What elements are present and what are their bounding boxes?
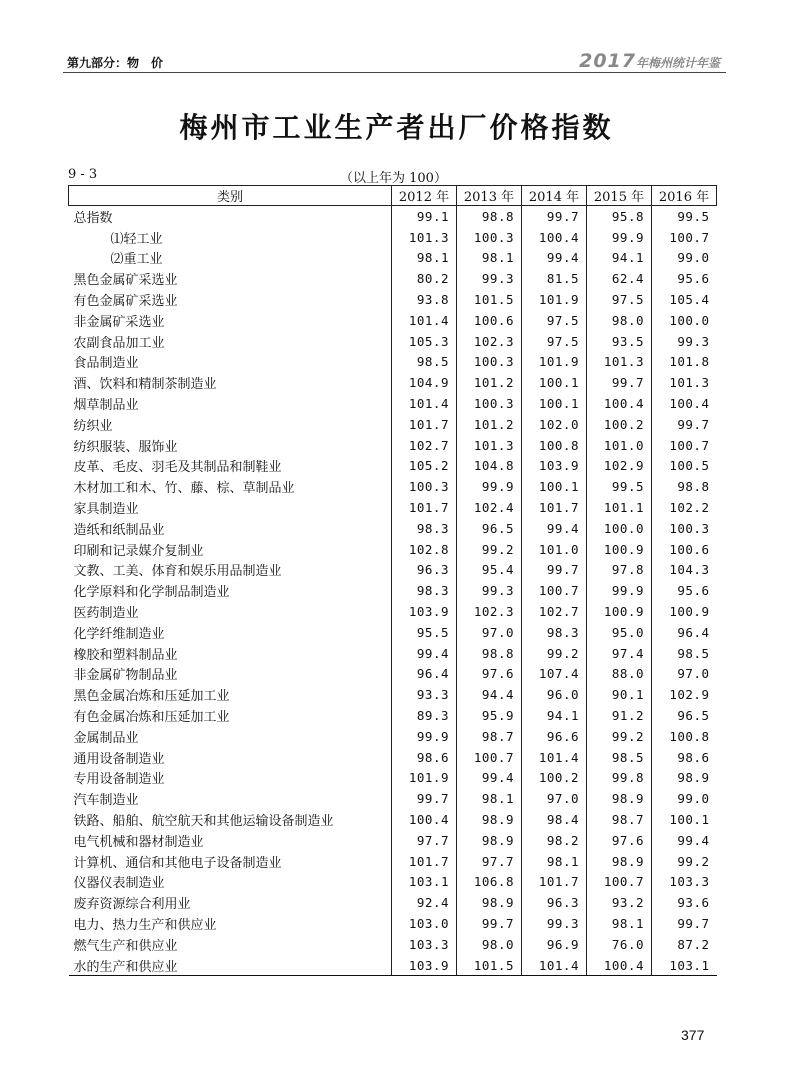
value-cell: 100.3 <box>457 393 522 414</box>
table-row <box>69 227 717 248</box>
value-cell: 101.4 <box>392 393 457 414</box>
value-cell: 101.4 <box>522 955 587 976</box>
value-cell: 96.5 <box>652 705 717 726</box>
category-cell: 黑色金属矿采选业 <box>73 273 178 289</box>
value-cell: 99.7 <box>457 913 522 934</box>
value-cell: 103.3 <box>392 934 457 955</box>
value-cell: 101.7 <box>522 872 587 893</box>
table-row <box>69 768 717 789</box>
column-header: 类别 <box>69 186 392 206</box>
value-cell: 102.3 <box>457 601 522 622</box>
category-cell: 纺织服装、服饰业 <box>73 439 178 455</box>
table-row <box>69 497 717 518</box>
value-cell: 100.1 <box>522 372 587 393</box>
value-cell: 100.7 <box>587 872 652 893</box>
value-cell: 96.4 <box>392 664 457 685</box>
value-cell: 99.4 <box>392 643 457 664</box>
category-cell: 造纸和纸制品业 <box>73 522 165 538</box>
value-cell: 101.3 <box>652 372 717 393</box>
value-cell: 96.4 <box>652 622 717 643</box>
value-cell: 101.7 <box>392 497 457 518</box>
value-cell: 99.2 <box>587 726 652 747</box>
value-cell: 100.4 <box>587 955 652 976</box>
value-cell: 102.8 <box>392 539 457 560</box>
category-cell: 皮革、毛皮、羽毛及其制品和制鞋业 <box>73 460 282 476</box>
category-cell: 医药制造业 <box>73 606 139 622</box>
value-cell: 99.9 <box>587 227 652 248</box>
table-row <box>69 580 717 601</box>
value-cell: 99.3 <box>652 331 717 352</box>
value-cell: 97.6 <box>587 830 652 851</box>
value-cell: 101.0 <box>522 539 587 560</box>
value-cell: 103.9 <box>392 955 457 976</box>
value-cell: 97.5 <box>522 331 587 352</box>
value-cell: 101.2 <box>457 372 522 393</box>
table-row <box>69 934 717 955</box>
value-cell: 105.3 <box>392 331 457 352</box>
category-cell: 电气机械和器材制造业 <box>73 834 204 850</box>
value-cell: 99.0 <box>652 248 717 269</box>
value-cell: 98.5 <box>652 643 717 664</box>
value-cell: 100.6 <box>457 310 522 331</box>
value-cell: 81.5 <box>522 268 587 289</box>
table-row <box>69 622 717 643</box>
category-cell: 通用设备制造业 <box>73 751 165 767</box>
category-cell: 金属制品业 <box>73 730 139 746</box>
value-cell: 97.7 <box>392 830 457 851</box>
value-cell: 98.9 <box>457 809 522 830</box>
value-cell: 95.8 <box>587 206 652 227</box>
column-header: 2015 年 <box>587 186 652 206</box>
table-row <box>69 664 717 685</box>
value-cell: 101.7 <box>522 497 587 518</box>
value-cell: 102.7 <box>392 435 457 456</box>
category-cell: 计算机、通信和其他电子设备制造业 <box>73 855 282 871</box>
value-cell: 98.9 <box>652 768 717 789</box>
value-cell: 98.8 <box>457 206 522 227</box>
table-row <box>69 643 717 664</box>
value-cell: 107.4 <box>522 664 587 685</box>
value-cell: 93.8 <box>392 289 457 310</box>
value-cell: 94.4 <box>457 684 522 705</box>
value-cell: 98.6 <box>392 747 457 768</box>
value-cell: 98.8 <box>652 476 717 497</box>
value-cell: 96.3 <box>522 892 587 913</box>
value-cell: 99.4 <box>522 248 587 269</box>
value-cell: 98.1 <box>457 788 522 809</box>
value-cell: 98.4 <box>522 809 587 830</box>
table-row <box>69 788 717 809</box>
value-cell: 100.0 <box>587 518 652 539</box>
value-cell: 95.0 <box>587 622 652 643</box>
column-header: 2014 年 <box>522 186 587 206</box>
value-cell: 99.7 <box>587 372 652 393</box>
price-index-table <box>68 185 717 976</box>
value-cell: 100.4 <box>392 809 457 830</box>
table-row <box>69 393 717 414</box>
category-cell: 农副食品加工业 <box>73 335 165 351</box>
value-cell: 97.5 <box>522 310 587 331</box>
value-cell: 99.9 <box>587 580 652 601</box>
value-cell: 102.0 <box>522 414 587 435</box>
value-cell: 98.5 <box>392 352 457 373</box>
value-cell: 99.7 <box>392 788 457 809</box>
value-cell: 88.0 <box>587 664 652 685</box>
table-row <box>69 248 717 269</box>
value-cell: 97.0 <box>457 622 522 643</box>
value-cell: 101.3 <box>392 227 457 248</box>
category-cell: 水的生产和供应业 <box>69 955 392 976</box>
value-cell: 97.0 <box>522 788 587 809</box>
value-cell: 100.3 <box>457 227 522 248</box>
yearbook-title: 年梅州统计年鉴 <box>635 56 720 70</box>
value-cell: 99.4 <box>457 768 522 789</box>
category-cell: 非金属矿物制品业 <box>73 668 178 684</box>
category-cell: 废弃资源综合利用业 <box>73 897 191 913</box>
value-cell: 103.9 <box>392 601 457 622</box>
value-cell: 93.2 <box>587 892 652 913</box>
value-cell: 96.6 <box>522 726 587 747</box>
value-cell: 98.6 <box>652 747 717 768</box>
value-cell: 100.2 <box>587 414 652 435</box>
value-cell: 99.3 <box>522 913 587 934</box>
table-body <box>69 206 717 976</box>
header-divider <box>63 72 726 73</box>
value-cell: 99.3 <box>457 580 522 601</box>
table-header-row <box>69 186 717 206</box>
value-cell: 103.0 <box>392 913 457 934</box>
value-cell: 101.5 <box>457 289 522 310</box>
value-cell: 101.5 <box>457 955 522 976</box>
category-cell: 食品制造业 <box>73 356 139 372</box>
column-header: 2013 年 <box>457 186 522 206</box>
value-cell: 100.6 <box>652 539 717 560</box>
value-cell: 94.1 <box>522 705 587 726</box>
value-cell: 98.8 <box>457 643 522 664</box>
value-cell: 98.9 <box>587 788 652 809</box>
value-cell: 76.0 <box>587 934 652 955</box>
table-row <box>69 352 717 373</box>
category-cell: 汽车制造业 <box>73 793 139 809</box>
category-cell: 文教、工美、体育和娱乐用品制造业 <box>73 564 282 580</box>
value-cell: 96.5 <box>457 518 522 539</box>
value-cell: 97.5 <box>587 289 652 310</box>
category-cell: 木材加工和木、竹、藤、棕、草制品业 <box>73 481 295 497</box>
table-row <box>69 414 717 435</box>
value-cell: 100.9 <box>652 601 717 622</box>
table-row <box>69 684 717 705</box>
value-cell: 62.4 <box>587 268 652 289</box>
value-cell: 100.5 <box>652 456 717 477</box>
table-row <box>69 518 717 539</box>
table-row <box>69 560 717 581</box>
table-row <box>69 539 717 560</box>
table-row <box>69 913 717 934</box>
page-number: 377 <box>681 1027 705 1043</box>
value-cell: 102.9 <box>587 456 652 477</box>
value-cell: 101.2 <box>457 414 522 435</box>
table-row <box>69 892 717 913</box>
value-cell: 102.4 <box>457 497 522 518</box>
value-cell: 98.7 <box>457 726 522 747</box>
value-cell: 99.5 <box>652 206 717 227</box>
category-cell: 仪器仪表制造业 <box>73 876 165 892</box>
category-cell: 橡胶和塑料制品业 <box>73 647 178 663</box>
value-cell: 98.0 <box>457 934 522 955</box>
value-cell: 99.9 <box>457 476 522 497</box>
table-row <box>69 851 717 872</box>
value-cell: 101.3 <box>457 435 522 456</box>
column-header: 2016 年 <box>652 186 717 206</box>
value-cell: 99.7 <box>522 206 587 227</box>
table-row <box>69 955 717 976</box>
value-cell: 101.4 <box>522 747 587 768</box>
category-cell: 非金属矿采选业 <box>73 314 165 330</box>
value-cell: 99.4 <box>522 518 587 539</box>
value-cell: 94.1 <box>587 248 652 269</box>
value-cell: 100.1 <box>522 476 587 497</box>
value-cell: 100.7 <box>652 227 717 248</box>
table-row <box>69 289 717 310</box>
value-cell: 102.3 <box>457 331 522 352</box>
value-cell: 100.7 <box>457 747 522 768</box>
value-cell: 98.1 <box>587 913 652 934</box>
value-cell: 104.3 <box>652 560 717 581</box>
value-cell: 104.9 <box>392 372 457 393</box>
value-cell: 97.0 <box>652 664 717 685</box>
table-row <box>69 726 717 747</box>
value-cell: 101.7 <box>392 414 457 435</box>
value-cell: 87.2 <box>652 934 717 955</box>
value-cell: 98.1 <box>457 248 522 269</box>
value-cell: 100.1 <box>522 393 587 414</box>
value-cell: 100.3 <box>652 518 717 539</box>
value-cell: 100.1 <box>652 809 717 830</box>
page-title: 梅州市工业生产者出厂价格指数 <box>179 111 614 144</box>
category-cell: ⑴轻工业 <box>110 231 163 247</box>
category-cell: 有色金属矿采选业 <box>73 294 178 310</box>
table-row <box>69 476 717 497</box>
category-cell: 印刷和记录媒介复制业 <box>73 543 204 559</box>
table-row <box>69 372 717 393</box>
value-cell: 99.4 <box>652 830 717 851</box>
value-cell: 98.9 <box>587 851 652 872</box>
category-cell: 酒、饮料和精制茶制造业 <box>73 377 217 393</box>
value-cell: 89.3 <box>392 705 457 726</box>
yearbook-label <box>579 50 720 72</box>
value-cell: 96.0 <box>522 684 587 705</box>
value-cell: 100.9 <box>587 601 652 622</box>
value-cell: 100.4 <box>522 227 587 248</box>
value-cell: 103.1 <box>652 955 717 976</box>
value-cell: 98.1 <box>392 248 457 269</box>
running-header <box>63 52 726 72</box>
value-cell: 101.9 <box>522 289 587 310</box>
category-cell: 电力、热力生产和供应业 <box>73 917 217 933</box>
value-cell: 98.3 <box>522 622 587 643</box>
category-cell: 专用设备制造业 <box>73 772 165 788</box>
value-cell: 96.3 <box>392 560 457 581</box>
value-cell: 100.2 <box>522 768 587 789</box>
value-cell: 99.7 <box>652 414 717 435</box>
value-cell: 99.3 <box>457 268 522 289</box>
value-cell: 99.7 <box>522 560 587 581</box>
table-row <box>69 830 717 851</box>
value-cell: 101.8 <box>652 352 717 373</box>
table-id: 9 - 3 <box>68 167 98 182</box>
category-cell: 有色金属冶炼和压延加工业 <box>73 710 230 726</box>
value-cell: 101.3 <box>587 352 652 373</box>
value-cell: 95.9 <box>457 705 522 726</box>
value-cell: 99.2 <box>652 851 717 872</box>
value-cell: 102.9 <box>652 684 717 705</box>
value-cell: 98.9 <box>457 830 522 851</box>
value-cell: 98.3 <box>392 580 457 601</box>
value-cell: 99.2 <box>457 539 522 560</box>
table-row <box>69 705 717 726</box>
value-cell: 97.6 <box>457 664 522 685</box>
category-cell: 燃气生产和供应业 <box>73 938 178 954</box>
value-cell: 98.9 <box>457 892 522 913</box>
table-row <box>69 310 717 331</box>
value-cell: 96.9 <box>522 934 587 955</box>
category-cell: 黑色金属冶炼和压延加工业 <box>73 689 230 705</box>
value-cell: 99.9 <box>392 726 457 747</box>
value-cell: 102.2 <box>652 497 717 518</box>
value-cell: 103.9 <box>522 456 587 477</box>
value-cell: 100.3 <box>392 476 457 497</box>
value-cell: 98.0 <box>587 310 652 331</box>
category-cell: ⑵重工业 <box>110 252 163 268</box>
value-cell: 93.5 <box>587 331 652 352</box>
value-cell: 98.7 <box>587 809 652 830</box>
category-cell: 家具制造业 <box>73 502 139 518</box>
value-cell: 97.4 <box>587 643 652 664</box>
unit-note: （以上年为 100） <box>340 171 447 186</box>
table-row <box>69 206 717 227</box>
value-cell: 80.2 <box>392 268 457 289</box>
section-label: 第九部分：物 价 <box>67 56 164 70</box>
table-row <box>69 331 717 352</box>
value-cell: 99.1 <box>392 206 457 227</box>
value-cell: 101.1 <box>587 497 652 518</box>
value-cell: 98.1 <box>522 851 587 872</box>
value-cell: 99.5 <box>587 476 652 497</box>
value-cell: 100.7 <box>652 435 717 456</box>
value-cell: 92.4 <box>392 892 457 913</box>
table-row <box>69 809 717 830</box>
table-row <box>69 601 717 622</box>
value-cell: 105.2 <box>392 456 457 477</box>
category-cell: 化学原料和化学制品制造业 <box>73 585 230 601</box>
value-cell: 102.7 <box>522 601 587 622</box>
value-cell: 99.0 <box>652 788 717 809</box>
value-cell: 99.8 <box>587 768 652 789</box>
value-cell: 97.7 <box>457 851 522 872</box>
table-row <box>69 872 717 893</box>
value-cell: 100.4 <box>652 393 717 414</box>
value-cell: 100.8 <box>522 435 587 456</box>
category-cell: 纺织业 <box>73 418 113 434</box>
category-cell: 烟草制品业 <box>73 398 139 414</box>
value-cell: 100.9 <box>587 539 652 560</box>
value-cell: 101.9 <box>522 352 587 373</box>
value-cell: 93.6 <box>652 892 717 913</box>
value-cell: 91.2 <box>587 705 652 726</box>
value-cell: 90.1 <box>587 684 652 705</box>
value-cell: 98.2 <box>522 830 587 851</box>
value-cell: 99.7 <box>652 913 717 934</box>
value-cell: 101.4 <box>392 310 457 331</box>
value-cell: 93.3 <box>392 684 457 705</box>
value-cell: 97.8 <box>587 560 652 581</box>
table-row <box>69 268 717 289</box>
value-cell: 99.2 <box>522 643 587 664</box>
value-cell: 98.5 <box>587 747 652 768</box>
value-cell: 100.3 <box>457 352 522 373</box>
value-cell: 103.1 <box>392 872 457 893</box>
value-cell: 104.8 <box>457 456 522 477</box>
value-cell: 105.4 <box>652 289 717 310</box>
value-cell: 95.6 <box>652 580 717 601</box>
value-cell: 101.0 <box>587 435 652 456</box>
value-cell: 103.3 <box>652 872 717 893</box>
value-cell: 100.0 <box>652 310 717 331</box>
value-cell: 101.7 <box>392 851 457 872</box>
category-cell: 总指数 <box>73 210 113 226</box>
column-header: 2012 年 <box>392 186 457 206</box>
value-cell: 95.4 <box>457 560 522 581</box>
table-row <box>69 456 717 477</box>
value-cell: 100.8 <box>652 726 717 747</box>
value-cell: 106.8 <box>457 872 522 893</box>
value-cell: 100.4 <box>587 393 652 414</box>
value-cell: 100.7 <box>522 580 587 601</box>
category-cell: 化学纤维制造业 <box>73 626 165 642</box>
yearbook-year: 2017 <box>579 50 636 72</box>
value-cell: 101.9 <box>392 768 457 789</box>
value-cell: 98.3 <box>392 518 457 539</box>
value-cell: 95.6 <box>652 268 717 289</box>
value-cell: 95.5 <box>392 622 457 643</box>
category-cell: 铁路、船舶、航空航天和其他运输设备制造业 <box>73 814 334 829</box>
table-row <box>69 747 717 768</box>
table-row <box>69 435 717 456</box>
